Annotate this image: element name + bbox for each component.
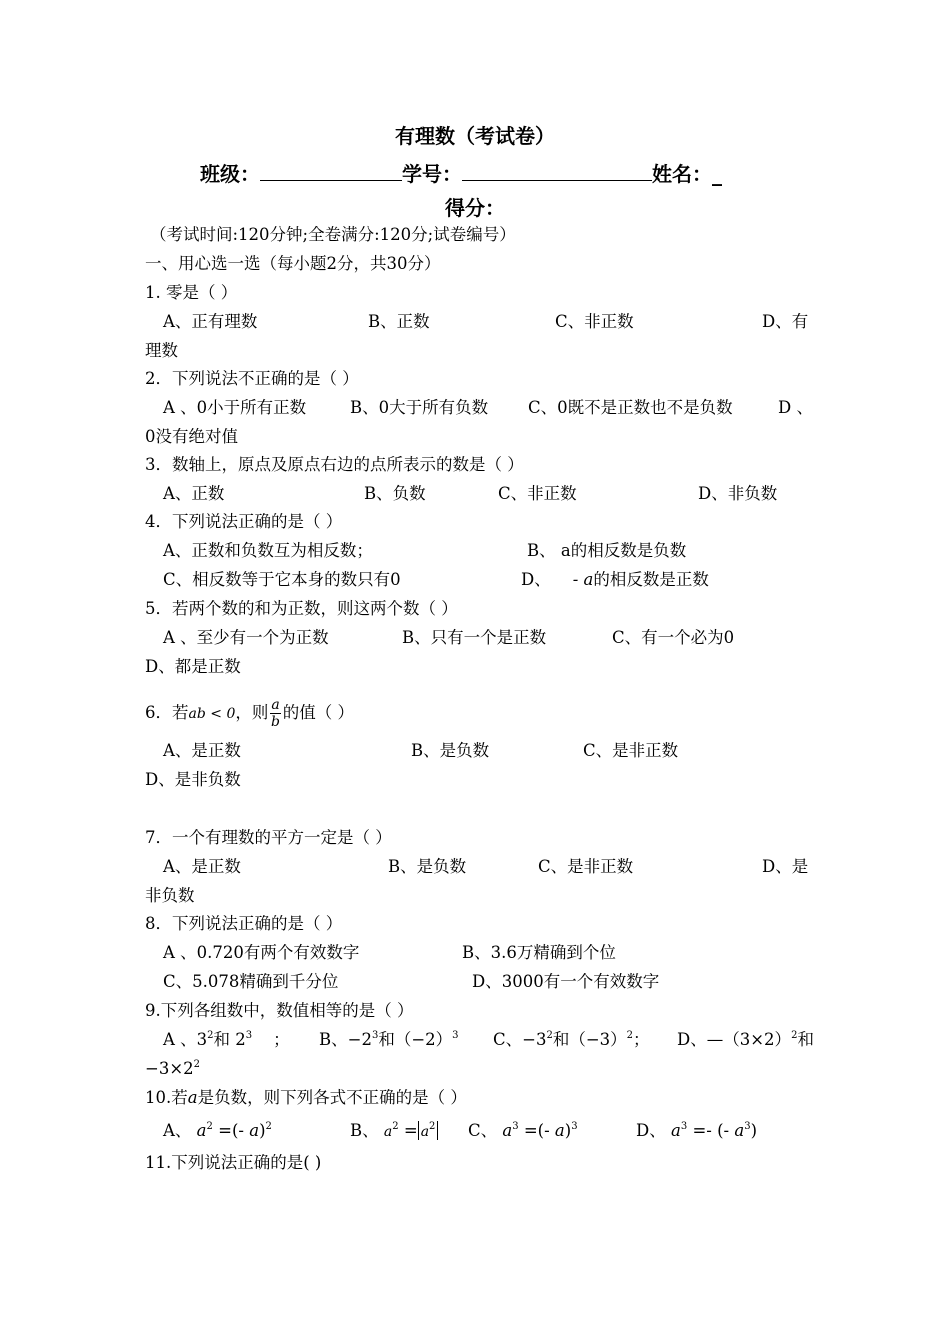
q10-option-b: B、 $a^2 = a^2$ <box>350 1120 438 1143</box>
q8-option-c: C、5.078精确到千分位 <box>163 972 339 991</box>
question-8-stem: 8．下列说法正确的是（ ） <box>145 914 343 933</box>
q7-option-d-cont: 非负数 <box>145 886 195 905</box>
question-7-stem: 7．一个有理数的平方一定是（ ） <box>145 828 392 847</box>
question-4-stem: 4．下列说法正确的是（ ） <box>145 512 343 531</box>
exam-info: （考试时间:120分钟;全卷满分:120分;试卷编号） <box>150 225 516 244</box>
q2-option-a: A 、0小于所有正数 <box>163 398 307 417</box>
question-11-stem: 11.下列说法正确的是( ) <box>145 1153 322 1172</box>
q8-option-a: A 、0.720有两个有效数字 <box>163 943 360 962</box>
q10-option-a: A、 $a^2$ =(- a)$^2$ <box>163 1121 272 1140</box>
student-no-blank[interactable] <box>462 162 652 181</box>
q6-stem-mid: ，则 <box>235 703 269 722</box>
q4-option-a: A、正数和负数互为相反数； <box>163 541 373 560</box>
q9-option-d: D、$—(3\times 2)^2$和 <box>677 1030 814 1049</box>
q2-option-b: B、0大于所有负数 <box>350 398 489 417</box>
class-label: 班级： <box>200 162 260 186</box>
q4-option-d-prefix: D、 <box>521 570 551 589</box>
q3-option-d: D、非负数 <box>698 484 778 503</box>
q4-option-d-math: - a <box>572 570 594 589</box>
q5-option-b: B、只有一个是正数 <box>402 628 547 647</box>
student-info-line <box>200 158 722 187</box>
q1-option-a: A、正有理数 <box>163 312 258 331</box>
q1-option-d-cont: 理数 <box>145 341 178 360</box>
q5-option-a: A 、至少有一个为正数 <box>163 628 329 647</box>
q7-option-a: A、是正数 <box>163 857 241 876</box>
q9-option-b: B、$-2^3$和$(-2)^3$ <box>319 1030 459 1049</box>
question-1-stem: 1. 零是（ ） <box>145 283 238 302</box>
q6-option-b: B、是负数 <box>411 741 490 760</box>
q6-stem-suffix: 的值（ ） <box>282 703 354 722</box>
q6-option-a: A、是正数 <box>163 741 241 760</box>
q4-option-b: B、 a的相反数是负数 <box>527 541 687 560</box>
student-no-label: 学号： <box>402 162 462 186</box>
q6-fraction <box>270 697 280 730</box>
score-label: 得分： <box>445 196 505 220</box>
q3-option-b: B、负数 <box>364 484 426 503</box>
name-label: 姓名：_ <box>652 162 722 186</box>
q9-option-c: C、$-3^2$和$(-3)^2$； <box>493 1030 650 1049</box>
q2-option-c: C、0既不是正数也不是负数 <box>528 398 733 417</box>
q10-variable: a <box>187 1088 198 1107</box>
q5-option-d: D、都是正数 <box>145 657 241 676</box>
q4-option-d <box>521 569 709 591</box>
q10-stem-prefix: 10.若 <box>145 1088 188 1107</box>
q4-option-d-text: 的相反数是正数 <box>593 570 709 589</box>
q6-option-d: D、是非负数 <box>145 770 241 789</box>
page-title: 有理数（考试卷） <box>395 124 555 148</box>
q6-fraction-denominator: b <box>271 714 281 730</box>
q10-option-c: C、 $a^3$ =(- a)$^3$ <box>468 1121 578 1140</box>
question-10-stem <box>145 1087 467 1109</box>
q6-condition: ab < 0 <box>188 706 236 722</box>
q9-option-a: A 、$3^2$和 $2^3$ ； <box>163 1030 290 1049</box>
q2-option-d: D 、 <box>778 398 813 417</box>
q5-option-c: C、有一个必为0 <box>612 628 735 647</box>
question-5-stem: 5．若两个数的和为正数，则这两个数（ ） <box>145 599 458 618</box>
q1-option-b: B、正数 <box>368 312 430 331</box>
q8-option-d: D、3000有一个有效数字 <box>472 972 660 991</box>
q1-option-c: C、非正数 <box>555 312 634 331</box>
q7-option-b: B、是负数 <box>388 857 467 876</box>
q6-fraction-numerator: a <box>271 697 280 713</box>
q4-option-c: C、相反数等于它本身的数只有0 <box>163 570 401 589</box>
q2-option-d-cont: 0没有绝对值 <box>145 427 238 446</box>
q7-option-d: D、是 <box>762 857 809 876</box>
q3-option-a: A、正数 <box>163 484 225 503</box>
question-2-stem: 2．下列说法不正确的是（ ） <box>145 369 359 388</box>
section-heading: 一、用心选一选（每小题2分，共30分） <box>145 254 441 273</box>
q1-option-d: D、有 <box>762 312 809 331</box>
q9-option-d-cont: $-3\times 2^2$ <box>145 1059 201 1078</box>
q3-option-c: C、非正数 <box>498 484 577 503</box>
q10-option-d: D、 $a^3$ =- (- $a^3$) <box>636 1121 758 1140</box>
question-3-stem: 3．数轴上，原点及原点右边的点所表示的数是（ ） <box>145 455 524 474</box>
q6-option-c: C、是非正数 <box>583 741 679 760</box>
q10-stem-suffix: 是负数，则下列各式不正确的是（ ） <box>197 1088 467 1107</box>
question-9-stem: 9.下列各组数中，数值相等的是（ ） <box>145 1001 414 1020</box>
q8-option-b: B、3.6万精确到个位 <box>462 943 616 962</box>
q7-option-c: C、是非正数 <box>538 857 634 876</box>
question-6-stem <box>145 697 354 730</box>
q6-stem-prefix: 6．若 <box>145 703 189 722</box>
class-blank[interactable] <box>260 162 402 181</box>
